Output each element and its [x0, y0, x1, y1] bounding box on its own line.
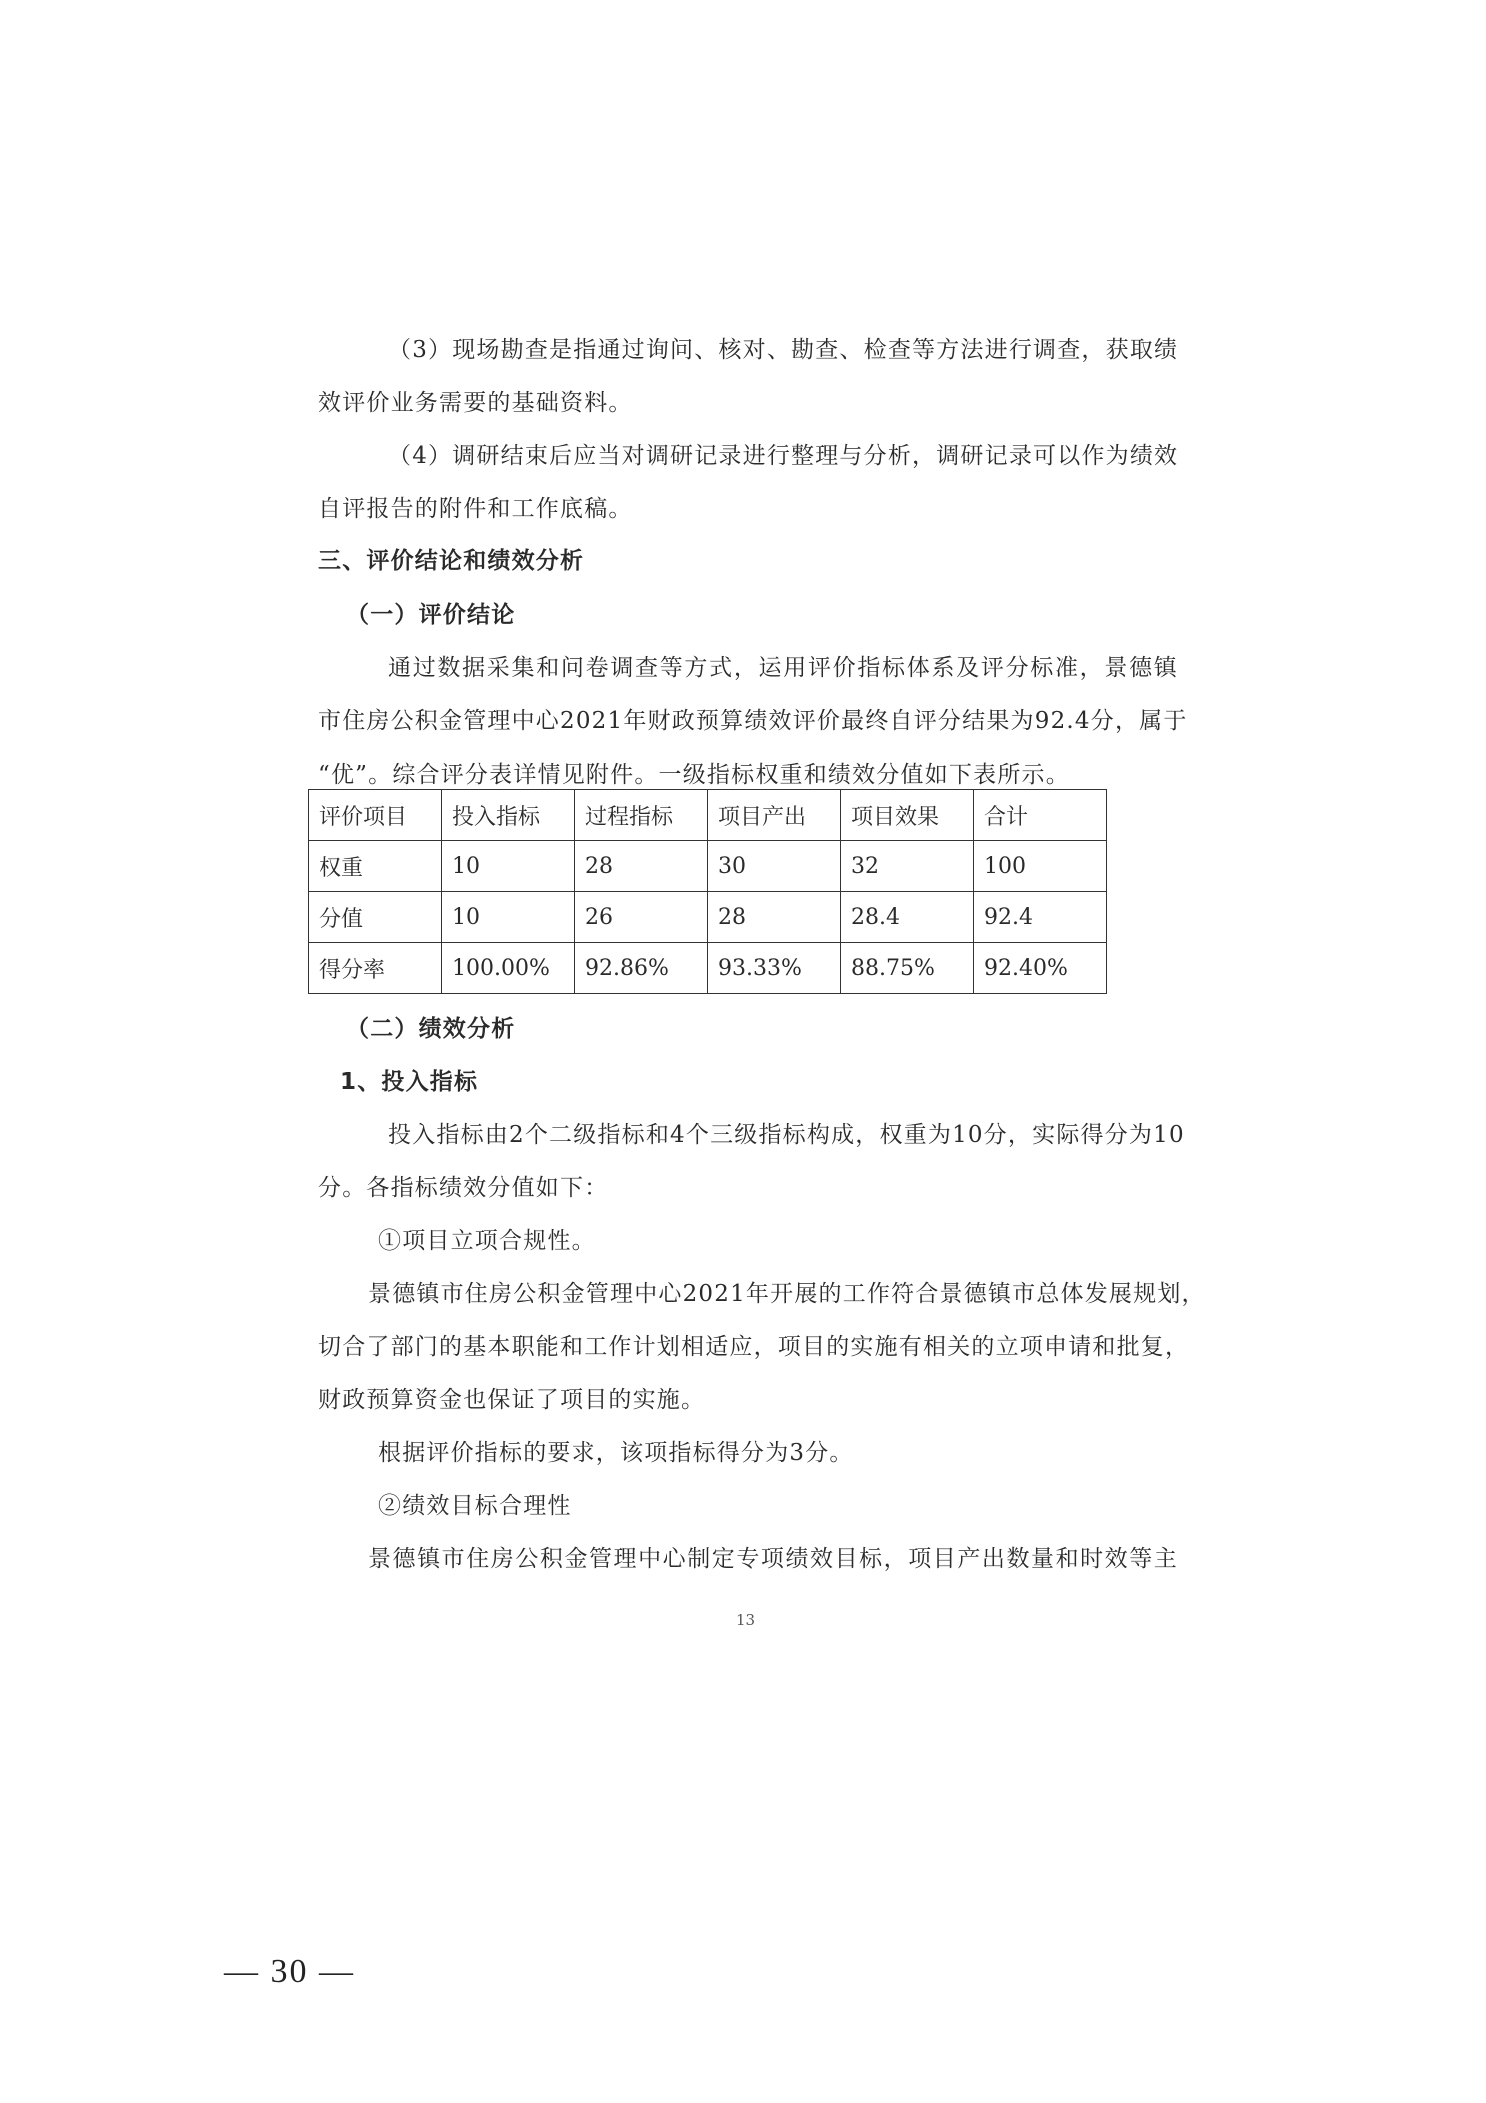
table-cell: 过程指标	[575, 790, 708, 841]
table-row	[309, 943, 1107, 994]
paragraph-3-line-1: （3）现场勘查是指通过询问、核对、勘查、检查等方法进行调查，获取绩	[388, 337, 1179, 363]
input-indicators-line-1: 投入指标由2个二级指标和4个三级指标构成，权重为10分，实际得分为10	[388, 1122, 1185, 1148]
compliance-line-1: 景德镇市住房公积金管理中心2021年开展的工作符合景德镇市总体发展规划，	[368, 1281, 1206, 1307]
table-cell: 92.86%	[575, 943, 708, 994]
table-cell: 92.40%	[974, 943, 1107, 994]
table-cell: 评价项目	[309, 790, 442, 841]
conclusion-line-2: 市住房公积金管理中心2021年财政预算绩效评价最终自评分结果为92.4分，属于	[318, 708, 1188, 734]
outer-page-number: — 30 —	[224, 1953, 355, 1990]
table-cell: 得分率	[309, 943, 442, 994]
table-cell: 投入指标	[442, 790, 575, 841]
input-indicators-line-2: 分。各指标绩效分值如下：	[318, 1175, 609, 1201]
item-project-compliance: ①项目立项合规性。	[378, 1228, 596, 1254]
table-cell: 100.00%	[442, 943, 575, 994]
inner-page-number: 13	[736, 1611, 756, 1629]
table-cell: 分值	[309, 892, 442, 943]
subsection-heading-performance-analysis: （二）绩效分析	[346, 1016, 516, 1042]
table-cell: 权重	[309, 841, 442, 892]
target-rationality-line-1: 景德镇市住房公积金管理中心制定专项绩效目标，项目产出数量和时效等主	[368, 1546, 1178, 1572]
table-row	[309, 841, 1107, 892]
conclusion-line-1: 通过数据采集和问卷调查等方式，运用评价指标体系及评分标准，景德镇	[388, 655, 1178, 681]
table-cell: 项目效果	[841, 790, 974, 841]
paragraph-4-line-1: （4）调研结束后应当对调研记录进行整理与分析，调研记录可以作为绩效	[388, 443, 1179, 469]
table-row	[309, 892, 1107, 943]
table-cell: 合计	[974, 790, 1107, 841]
table-cell: 28.4	[841, 892, 974, 943]
table-cell: 10	[442, 841, 575, 892]
table-header-row	[309, 790, 1107, 841]
compliance-line-3: 财政预算资金也保证了项目的实施。	[318, 1387, 706, 1413]
table-cell: 93.33%	[708, 943, 841, 994]
table-cell: 28	[575, 841, 708, 892]
table-cell: 88.75%	[841, 943, 974, 994]
table-cell: 30	[708, 841, 841, 892]
item-target-rationality: ②绩效目标合理性	[378, 1493, 572, 1519]
section-heading-3: 三、评价结论和绩效分析	[318, 548, 585, 574]
compliance-score-line: 根据评价指标的要求，该项指标得分为3分。	[378, 1440, 854, 1466]
item-heading-input-indicators: 1、投入指标	[340, 1069, 479, 1095]
table-cell: 92.4	[974, 892, 1107, 943]
table-cell: 10	[442, 892, 575, 943]
table-cell: 32	[841, 841, 974, 892]
subsection-heading-evaluation-conclusion: （一）评价结论	[346, 602, 516, 628]
conclusion-line-3: “优”。综合评分表详情见附件。一级指标权重和绩效分值如下表所示。	[318, 762, 1070, 788]
score-table	[308, 789, 1107, 994]
paragraph-4-line-2: 自评报告的附件和工作底稿。	[318, 496, 633, 522]
compliance-line-2: 切合了部门的基本职能和工作计划相适应，项目的实施有相关的立项申请和批复，	[318, 1334, 1190, 1360]
table-cell: 100	[974, 841, 1107, 892]
table-cell: 28	[708, 892, 841, 943]
table-cell: 项目产出	[708, 790, 841, 841]
paragraph-3-line-2: 效评价业务需要的基础资料。	[318, 390, 633, 416]
table-cell: 26	[575, 892, 708, 943]
